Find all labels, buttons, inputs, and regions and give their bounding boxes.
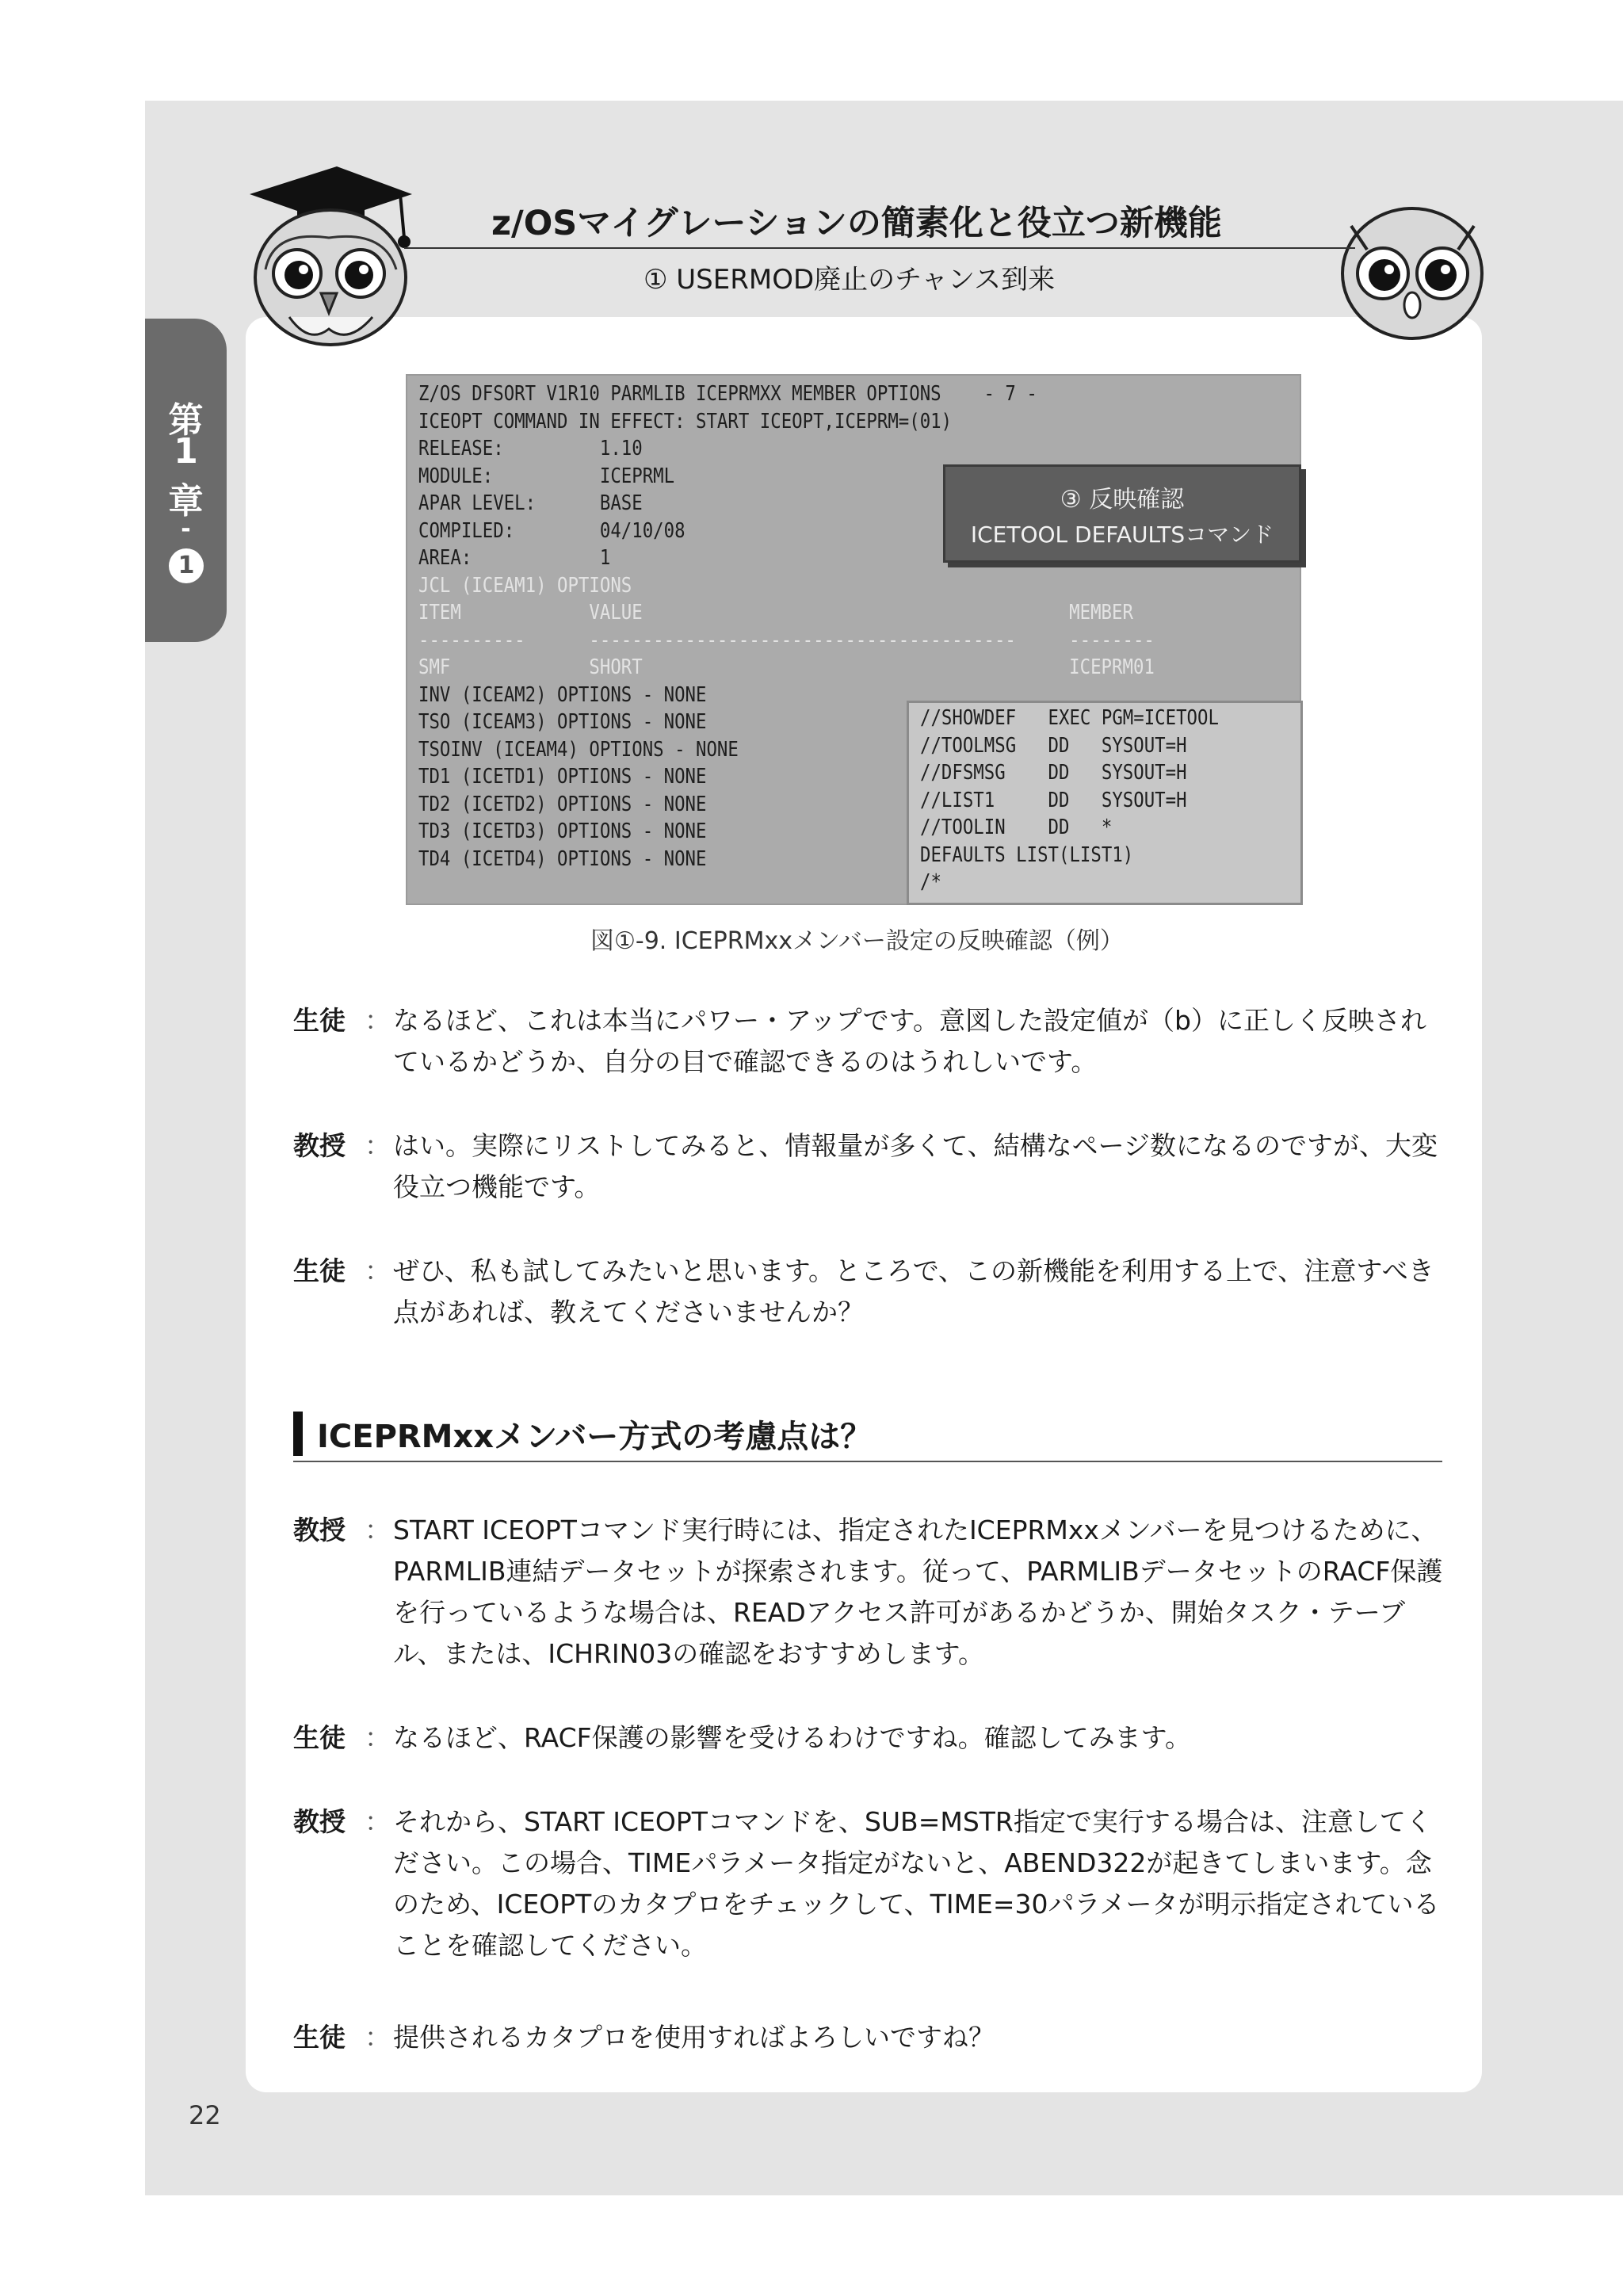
terminal-top-text: Z/OS DFSORT V1R10 PARMLIB ICEPRMXX MEMBER OPTIONS - 7 - ICEOPT COMMAND IN EFFECT: START ICEOPT,ICEPRM=(01) RELEASE: 1.10 MODULE: ICEPRML APAR LEVEL: BASE COMPILED: 04/10/08 AREA: 1 <box>418 382 1037 570</box>
speaker-colon: ： <box>365 1255 391 1286</box>
speaker-colon: ： <box>365 1515 391 1545</box>
speaker-colon: ： <box>365 1806 391 1837</box>
figure-caption: 図①-9. ICEPRMxxメンバー設定の反映確認（例） <box>590 927 1124 955</box>
speaker-label: 生徒 <box>293 1255 346 1286</box>
speaker-colon: ： <box>365 1005 391 1036</box>
speaker-label: 生徒 <box>293 1005 346 1036</box>
callout-title: ③ 反映確認 <box>1060 486 1185 514</box>
owl-icon <box>1335 194 1490 345</box>
page-subtitle: ① USERMOD廃止のチャンス到来 <box>643 264 1056 296</box>
jcl-box <box>907 701 1303 905</box>
dialogue-text: それから、START ICEOPTコマンドを、SUB=MSTR指定で実行する場合は、注意してください。この場合、TIMEパラメータ指定がないと、ABEND322が起きてしまいます。念のため、ICEOPTのカタプロをチェックして、TIME=30パラメータが明示指定されていることを確認してください。 <box>393 1806 1440 1961</box>
terminal-screenshot <box>406 374 1301 905</box>
speaker-label: 教授 <box>293 1806 346 1837</box>
chapter-tab-section-badge: 1 <box>169 548 204 583</box>
dialogue-text: なるほど、これは本当にパワー・アップです。意図した設定値が（b）に正しく反映されているかどうか、自分の目で確認できるのはうれしいです。 <box>393 1005 1426 1077</box>
dialogue-text: なるほど、RACF保護の影響を受けるわけですね。確認してみます。 <box>393 1722 1191 1753</box>
dialogue-text: はい。実際にリストしてみると、情報量が多くて、結構なページ数になるのですが、大変役立つ機能です。 <box>393 1130 1438 1202</box>
terminal-highlighted-text: JCL (ICEAM1) OPTIONS ITEM VALUE MEMBER ---------- ---------------------------------------- -------- SMF SHORT ICEPRM01 <box>418 573 1155 679</box>
speaker-label: 生徒 <box>293 2022 346 2053</box>
terminal-bottom-text: INV (ICEAM2) OPTIONS - NONE TSO (ICEAM3) OPTIONS - NONE TSOINV (ICEAM4) OPTIONS - NONE TD1 (ICETD1) OPTIONS - NONE TD2 (ICETD2) OPTIONS - NONE TD3 (ICETD3) OPTIONS - NONE TD4 (ICETD4) OPTIONS - NONE <box>418 682 739 871</box>
speaker-colon: ： <box>365 1722 391 1753</box>
dialogue-text: ぜひ、私も試してみたいと思います。ところで、この新機能を利用する上で、注意すべき点があれば、教えてくださいませんか？ <box>393 1255 1434 1328</box>
page-number: 22 <box>189 2100 221 2130</box>
speaker-colon: ： <box>365 2022 391 2053</box>
jcl-text: //SHOWDEF EXEC PGM=ICETOOL //TOOLMSG DD SYSOUT=H //DFSMSG DD SYSOUT=H //LIST1 DD SYSOUT=H //TOOLIN DD * DEFAULTS LIST(LIST1) /* <box>920 706 1219 894</box>
chapter-tab-sho: 章 <box>168 481 204 521</box>
section-heading-bar <box>293 1412 303 1456</box>
speaker-label: 生徒 <box>293 1722 346 1753</box>
dialogue-text: START ICEOPTコマンド実行時には、指定されたICEPRMxxメンバーを見つけるために、PARMLIB連結データセットが探索されます。従って、PARMLIBデータセットのRACF保護を行っているような場合は、READアクセス許可があるかどうか、開始タスク・テーブル、または、ICHRIN03の確認をおすすめします。 <box>393 1515 1443 1669</box>
chapter-tab <box>145 319 227 642</box>
section-heading: ICEPRMxxメンバー方式の考慮点は？ <box>317 1419 873 1455</box>
page-title: z/OSマイグレーションの簡素化と役立つ新機能 <box>491 204 1222 243</box>
speaker-colon: ： <box>365 1130 391 1161</box>
callout-subtitle: ICETOOL DEFAULTSコマンド <box>970 521 1274 548</box>
section-divider <box>293 1461 1442 1462</box>
speaker-label: 教授 <box>293 1130 346 1161</box>
header-divider <box>404 247 1355 249</box>
callout-box <box>943 464 1301 563</box>
dialogue-text: 提供されるカタプロを使用すればよろしいですね？ <box>393 2022 995 2053</box>
chapter-tab-dash: - <box>181 515 191 543</box>
graduate-owl-icon <box>242 151 416 349</box>
chapter-tab-dai: 第 <box>168 400 204 441</box>
chapter-tab-number: 1 <box>174 431 198 472</box>
speaker-label: 教授 <box>293 1515 346 1545</box>
